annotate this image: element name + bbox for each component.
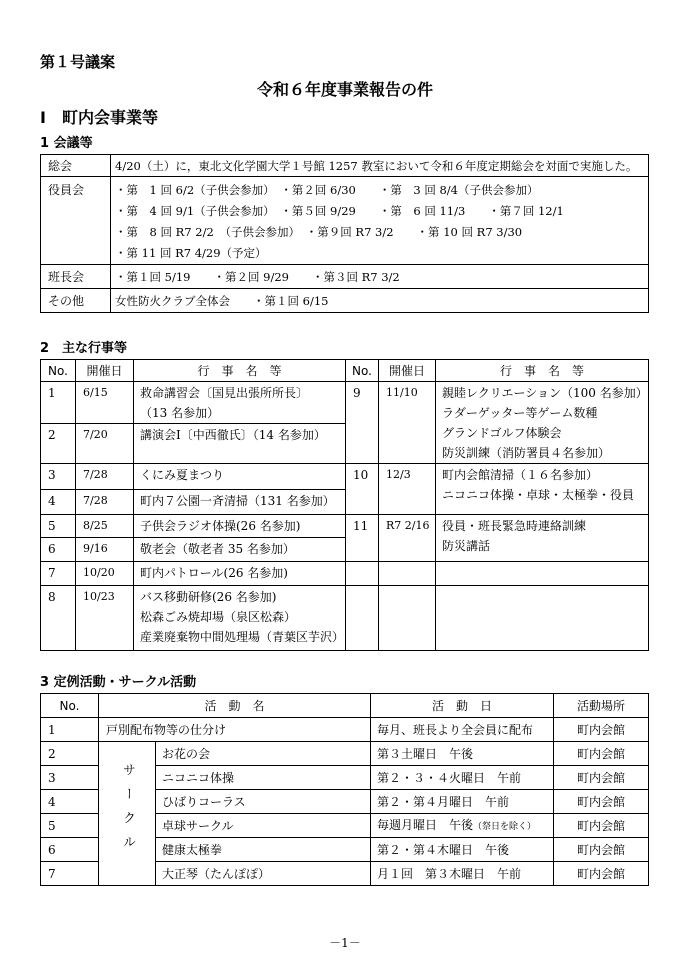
events-header-name: 行 事 名 等 bbox=[436, 360, 649, 382]
meeting-detail-line: ・第１回 5/19 ・第２回 9/29 ・第３回 R7 3/2 bbox=[115, 269, 400, 284]
meetings-table bbox=[40, 154, 649, 313]
activity-day: 毎月、班長より全会員に配布 bbox=[371, 718, 554, 742]
meeting-row bbox=[41, 289, 649, 313]
event-row bbox=[41, 562, 649, 586]
event-no: 10 bbox=[346, 464, 379, 515]
activity-no: 7 bbox=[41, 862, 99, 886]
event-name-line: バス移動研修(26 名参加) bbox=[140, 590, 277, 604]
meeting-detail bbox=[111, 289, 649, 313]
activity-day: 第３土曜日 午後 bbox=[371, 742, 554, 766]
meeting-label: その他 bbox=[41, 289, 111, 313]
activity-no: 3 bbox=[41, 766, 99, 790]
event-row bbox=[41, 382, 649, 424]
event-no: 9 bbox=[346, 382, 379, 464]
events-header-no: No. bbox=[41, 360, 76, 382]
activity-day: 第２・３・４火曜日 午前 bbox=[371, 766, 554, 790]
event-name-line: 役員・班長緊急時連絡訓練 bbox=[442, 519, 587, 533]
event-no: 1 bbox=[41, 382, 76, 424]
meeting-row bbox=[41, 155, 649, 177]
activity-place: 町内会館 bbox=[554, 862, 649, 886]
event-name-line: （13 名参加） bbox=[140, 406, 220, 420]
event-date: 9/16 bbox=[76, 538, 134, 562]
events-header-no: No. bbox=[346, 360, 379, 382]
event-date: 7/20 bbox=[76, 424, 134, 464]
activities-header-place: 活動場所 bbox=[554, 694, 649, 718]
event-name bbox=[134, 424, 346, 464]
event-name-line: グランドゴルフ体験会 bbox=[442, 426, 562, 440]
event-name-line: 子供会ラジオ体操(26 名参加) bbox=[140, 519, 301, 533]
section-title: Ⅰ 町内会事業等 bbox=[40, 108, 158, 127]
document-title: 令和６年度事業報告の件 bbox=[256, 80, 433, 99]
meeting-row bbox=[41, 177, 649, 265]
event-name-line: 産業廃棄物中間処理場（青葉区芋沢） bbox=[140, 630, 345, 644]
event-name bbox=[436, 464, 649, 515]
event-no: 2 bbox=[41, 424, 76, 464]
circle-group-cell bbox=[99, 742, 156, 886]
event-no: 8 bbox=[41, 586, 76, 651]
activity-no: 6 bbox=[41, 838, 99, 862]
activity-day-note: （祭日を除く） bbox=[473, 821, 537, 832]
event-no: 11 bbox=[346, 515, 379, 562]
activities-header-no: No. bbox=[41, 694, 99, 718]
meeting-label: 役員会 bbox=[41, 177, 111, 265]
activity-place: 町内会館 bbox=[554, 838, 649, 862]
event-name bbox=[134, 538, 346, 562]
activity-place: 町内会館 bbox=[554, 742, 649, 766]
event-no: 5 bbox=[41, 515, 76, 538]
activity-day-text: 毎週月曜日 午後 bbox=[377, 817, 474, 832]
activity-no: 1 bbox=[41, 718, 99, 742]
event-name bbox=[134, 562, 346, 586]
events-header-date: 開催日 bbox=[76, 360, 134, 382]
meeting-label: 班長会 bbox=[41, 265, 111, 289]
event-name-line: 町内７公園一斉清掃（131 名参加） bbox=[140, 494, 335, 508]
activity-name: 卓球サークル bbox=[156, 814, 371, 838]
event-name-line: 救命講習会〔国見出張所所長〕 bbox=[140, 386, 309, 400]
event-name bbox=[134, 490, 346, 515]
activity-row bbox=[41, 718, 649, 742]
event-name bbox=[134, 586, 346, 651]
event-date: 10/23 bbox=[76, 586, 134, 651]
activity-day: 第２・第４木曜日 午後 bbox=[371, 838, 554, 862]
event-name-line: 町内会館清掃（１６名参加） bbox=[442, 468, 599, 482]
event-no: 7 bbox=[41, 562, 76, 586]
activity-day: 月１回 第３木曜日 午前 bbox=[371, 862, 554, 886]
meeting-detail bbox=[111, 155, 649, 177]
events-header-date: 開催日 bbox=[379, 360, 436, 382]
event-no: 3 bbox=[41, 464, 76, 490]
event-name-line: 防災講話 bbox=[442, 539, 491, 553]
meeting-detail bbox=[111, 265, 649, 289]
event-date: 10/20 bbox=[76, 562, 134, 586]
agenda-number: 第１号議案 bbox=[40, 53, 116, 71]
event-name-line: くにみ夏まつり bbox=[140, 468, 225, 482]
empty-cell bbox=[346, 586, 379, 651]
meeting-row bbox=[41, 265, 649, 289]
event-date: 7/28 bbox=[76, 464, 134, 490]
meeting-detail-line: ・第 8 回 R7 2/2 （子供会参加） ・第９回 R7 3/2 ・第 10 回 R7 3/30 bbox=[115, 225, 523, 239]
activity-no: 5 bbox=[41, 814, 99, 838]
meeting-label: 総会 bbox=[41, 155, 111, 177]
empty-cell bbox=[346, 562, 379, 586]
event-name bbox=[436, 382, 649, 464]
event-name bbox=[436, 515, 649, 562]
event-name-line: 防災訓練（消防署員４名参加） bbox=[442, 446, 611, 460]
event-no: 6 bbox=[41, 538, 76, 562]
events-heading: 2 主な行事等 bbox=[40, 341, 128, 356]
events-table bbox=[40, 359, 649, 651]
activity-name: 健康太極拳 bbox=[156, 838, 371, 862]
event-name-line: ラダーゲッター等ゲーム数種 bbox=[442, 406, 598, 420]
event-row bbox=[41, 464, 649, 490]
event-date: 7/28 bbox=[76, 490, 134, 515]
activity-name: 大正琴（たんぽぽ） bbox=[156, 862, 371, 886]
event-name-line: 敬老会（敬老者 35 名参加） bbox=[140, 542, 295, 556]
event-name-line: 講演会Ⅰ〔中西徹氏〕（14 名参加） bbox=[140, 428, 326, 442]
event-row bbox=[41, 515, 649, 538]
activity-name: お花の会 bbox=[156, 742, 371, 766]
activities-table bbox=[40, 693, 649, 886]
empty-cell bbox=[436, 586, 649, 651]
activity-day bbox=[371, 814, 554, 838]
empty-cell bbox=[379, 562, 436, 586]
events-header-name: 行 事 名 等 bbox=[134, 360, 346, 382]
meeting-detail-line: ・第 11 回 R7 4/29（予定） bbox=[115, 246, 267, 260]
activity-place: 町内会館 bbox=[554, 790, 649, 814]
event-date: 6/15 bbox=[76, 382, 134, 424]
event-row bbox=[41, 586, 649, 651]
activities-header-day: 活 動 日 bbox=[371, 694, 554, 718]
activities-header-name: 活 動 名 bbox=[99, 694, 371, 718]
circle-group-label: サークル bbox=[120, 762, 135, 859]
page-number: －1－ bbox=[329, 936, 361, 950]
activity-place: 町内会館 bbox=[554, 766, 649, 790]
activity-name: ニコニコ体操 bbox=[156, 766, 371, 790]
meetings-heading: 1 会議等 bbox=[40, 136, 93, 151]
event-date: 12/3 bbox=[379, 464, 436, 515]
activity-name: 戸別配布物等の仕分け bbox=[99, 718, 371, 742]
event-name-line: ニコニコ体操・卓球・太極拳・役員 bbox=[442, 488, 635, 502]
meeting-detail-line: 女性防火クラブ全体会 ・第１回 6/15 bbox=[115, 293, 329, 308]
event-name-line: 町内パトロール(26 名参加) bbox=[140, 566, 288, 580]
event-no: 4 bbox=[41, 490, 76, 515]
empty-cell bbox=[436, 562, 649, 586]
event-name bbox=[134, 515, 346, 538]
event-name bbox=[134, 464, 346, 490]
activities-heading: 3 定例活動・サークル活動 bbox=[40, 675, 197, 690]
event-name-line: 親睦レクリエーション（100 名参加） bbox=[442, 386, 648, 400]
event-date: R7 2/16 bbox=[379, 515, 436, 562]
meeting-detail bbox=[111, 177, 649, 265]
empty-cell bbox=[379, 586, 436, 651]
meeting-detail-line: 4/20（土）に，東北文化学園大学１号館 1257 教室において令和６年度定期総会を対面で実施した。 bbox=[115, 158, 638, 173]
activities-header-row bbox=[41, 694, 649, 718]
event-date: 8/25 bbox=[76, 515, 134, 538]
activity-day: 第２・第４月曜日 午前 bbox=[371, 790, 554, 814]
activity-no: 4 bbox=[41, 790, 99, 814]
event-name bbox=[134, 382, 346, 424]
meeting-detail-line: ・第 1 回 6/2（子供会参加） ・第２回 6/30 ・第 3 回 8/4（子供会参加） bbox=[115, 183, 539, 197]
meeting-detail-line: ・第 4 回 9/1（子供会参加） ・第５回 9/29 ・第 6 回 11/3 ・第７回 12/1 bbox=[115, 204, 564, 218]
activity-no: 2 bbox=[41, 742, 99, 766]
activity-place: 町内会館 bbox=[554, 814, 649, 838]
event-date: 11/10 bbox=[379, 382, 436, 464]
event-name-line: 松森ごみ焼却場（泉区松森） bbox=[140, 610, 297, 624]
activity-row bbox=[41, 742, 649, 766]
events-header-row bbox=[41, 360, 649, 382]
activity-place: 町内会館 bbox=[554, 718, 649, 742]
activity-name: ひばりコーラス bbox=[156, 790, 371, 814]
